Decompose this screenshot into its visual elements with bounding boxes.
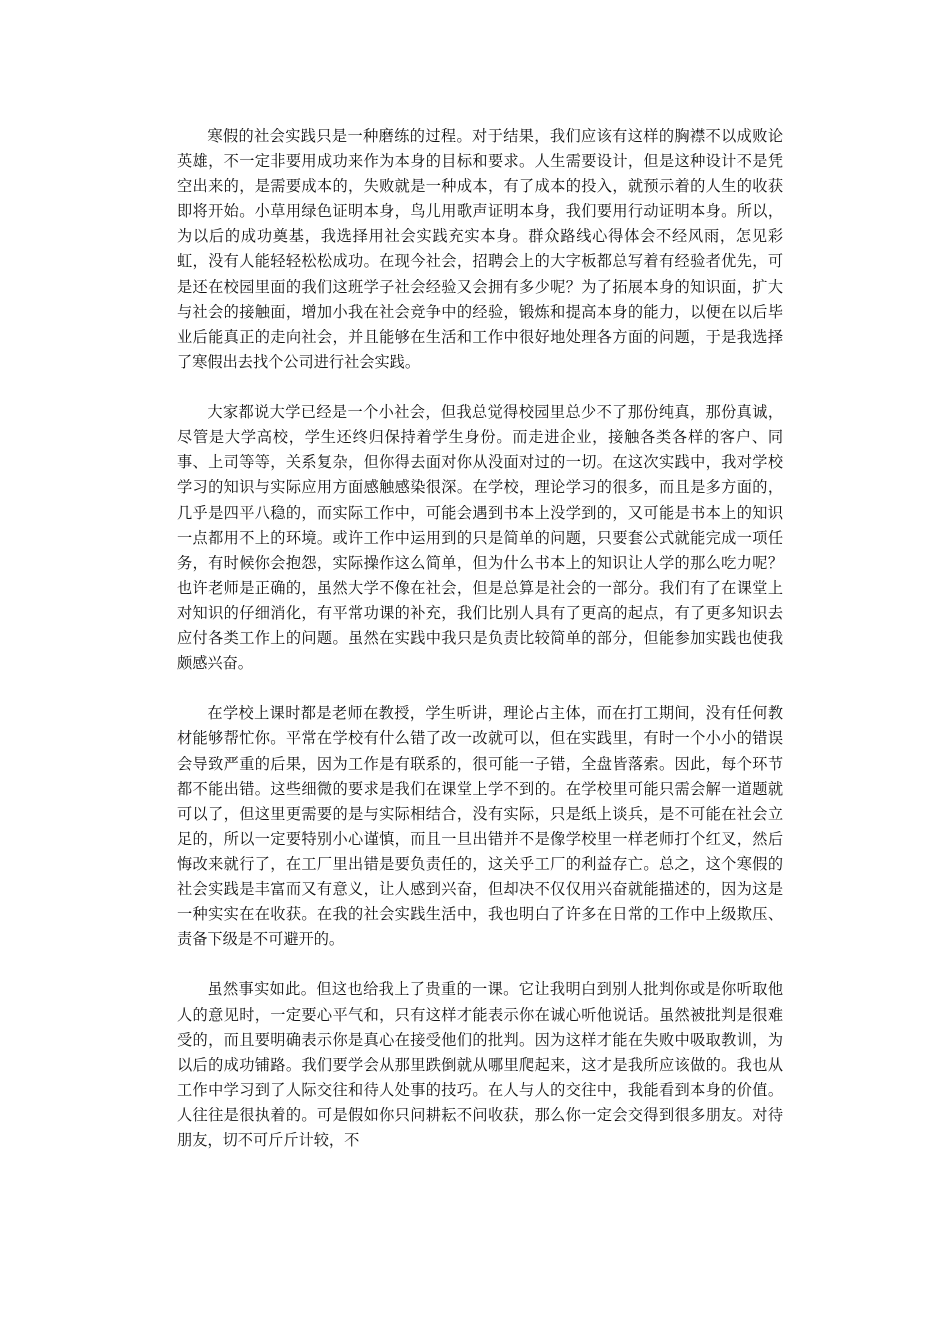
document-page [177,124,783,1153]
paragraph-1: 寒假的社会实践只是一种磨练的过程。对于结果，我们应该有这样的胸襟不以成败论英雄，不一定非要用成功来作为本身的目标和要求。人生需要设计，但是这种设计不是凭空出来的，是需要成本的，失败就是一种成本，有了成本的投入，就预示着的人生的收获即将开始。小草用绿色证明本身，鸟儿用歌声证明本身，我们要用行动证明本身。所以，为以后的成功奠基，我选择用社会实践充实本身。群众路线心得体会不经风雨，怎见彩虹，没有人能轻轻松松成功。在现今社会，招聘会上的大字板都总写着有经验者优先，可是还在校园里面的我们这班学子社会经验又会拥有多少呢？为了拓展本身的知识面，扩大与社会的接触面，增加小我在社会竞争中的经验，锻炼和提高本身的能力，以便在以后毕业后能真正的走向社会，并且能够在生活和工作中很好地处理各方面的问题，于是我选择了寒假出去找个公司进行社会实践。 [177,127,783,371]
paragraph-2: 大家都说大学已经是一个小社会，但我总觉得校园里总少不了那份纯真，那份真诚，尽管是大学高校，学生还终归保持着学生身份。而走进企业，接触各类各样的客户、同事、上司等等，关系复杂，但你得去面对你从没面对过的一切。在这次实践中，我对学校学习的知识与实际应用方面感触感染很深。在学校，理论学习的很多，而且是多方面的，几乎是四平八稳的，而实际工作中，可能会遇到书本上没学到的，又可能是书本上的知识一点都用不上的环境。或许工作中运用到的只是简单的问题，只要套公式就能完成一项任务，有时候你会抱怨，实际操作这么简单，但为什么书本上的知识让人学的那么吃力呢？也许老师是正确的，虽然大学不像在社会，但是总算是社会的一部分。我们有了在课堂上对知识的仔细消化，有平常功课的补充，我们比别人具有了更高的起点，有了更多知识去应付各类工作上的问题。虽然在实践中我只是负责比较简单的部分，但能参加实践也使我颇感兴奋。 [177,403,783,673]
paragraph-3: 在学校上课时都是老师在教授，学生听讲，理论占主体，而在打工期间，没有任何教材能够帮忙你。平常在学校有什么错了改一改就可以，但在实践里，有时一个小小的错误会导致严重的后果，因为工作是有联系的，很可能一子错，全盘皆落索。因此，每个环节都不能出错。这些细微的要求是我们在课堂上学不到的。在学校里可能只需会解一道题就可以了，但这里更需要的是与实际相结合，没有实际，只是纸上谈兵，是不可能在社会立足的，所以一定要特别小心谨慎，而且一旦出错并不是像学校里一样老师打个红叉，然后悔改来就行了，在工厂里出错是要负责任的，这关乎工厂的利益存亡。总之，这个寒假的社会实践是丰富而又有意义，让人感到兴奋，但却决不仅仅用兴奋就能描述的，因为这是一种实实在在收获。在我的社会实践生活中，我也明白了许多在日常的工作中上级欺压、责备下级是不可避开的。 [177,704,783,949]
paragraph-4: 虽然事实如此。但这也给我上了贵重的一课。它让我明白到别人批判你或是你听取他人的意见时，一定要心平气和，只有这样才能表示你在诚心听他说话。虽然被批判是很难受的，而且要明确表示你是真心在接受他们的批判。因为这样才能在失败中吸取教训，为以后的成功铺路。我们要学会从那里跌倒就从哪里爬起来，这才是我所应该做的。我也从工作中学习到了人际交往和待人处事的技巧。在人与人的交往中，我能看到本身的价值。人往往是很执着的。可是假如你只问耕耘不问收获，那么你一定会交得到很多朋友。对待朋友，切不可斤斤计较，不 [177,980,783,1150]
